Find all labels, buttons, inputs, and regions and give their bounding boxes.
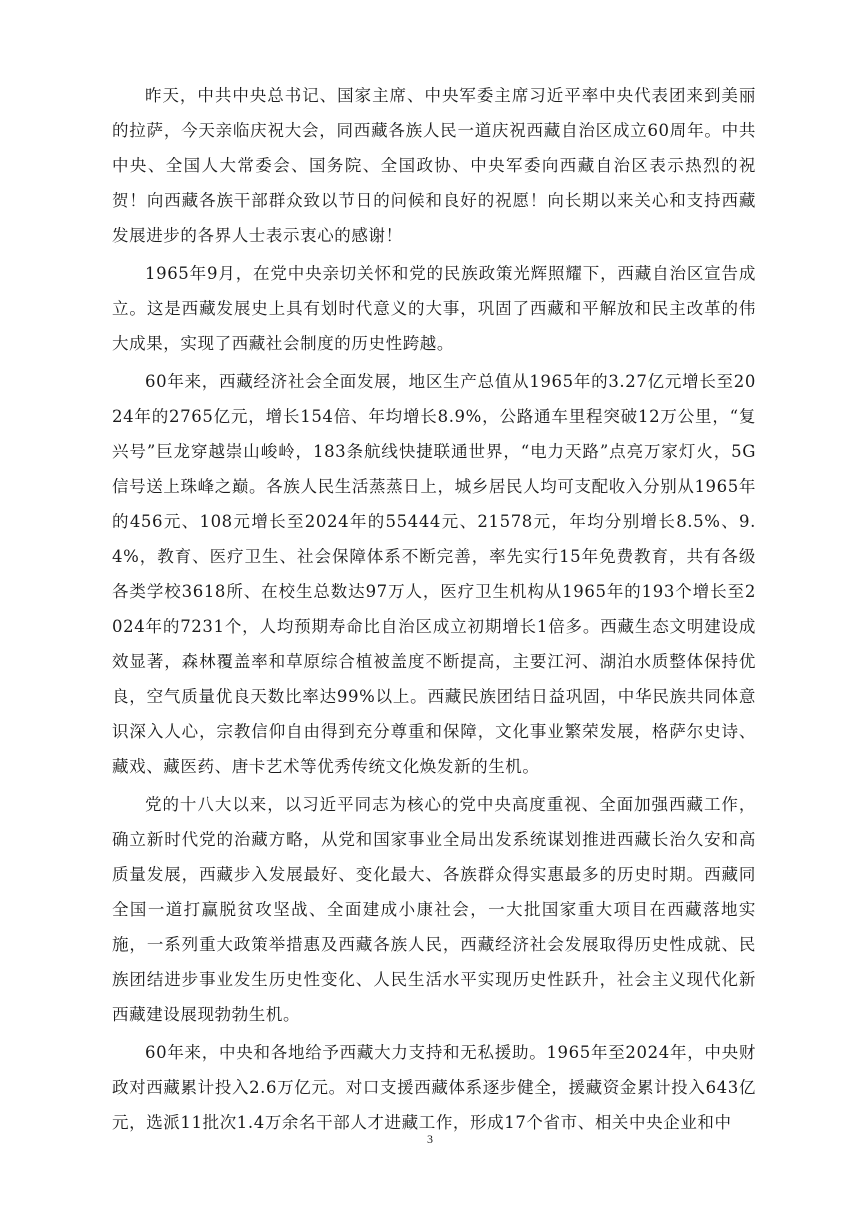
document-body <box>112 78 756 1143</box>
paragraph-3: 60年来，西藏经济社会全面发展，地区生产总值从1965年的3.27亿元增长至2024年的2765亿元，增长154倍、年均增长8.9%，公路通车里程突破12万公里，“复兴号”巨龙穿越崇山峻岭，183条航线快捷联通世界，“电力天路”点亮万家灯火，5G信号送上珠峰之巅。各族人民生活蒸蒸日上，城乡居民人均可支配收入分别从1965年的456元、108元增长至2024年的55444元、21578元，年均分别增长8.5%、9.4%，教育、医疗卫生、社会保障体系不断完善，率先实行15年免费教育，共有各级各类学校3618所、在校生总数达97万人，医疗卫生机构从1965年的193个增长至2024年的7231个，人均预期寿命比自治区成立初期增长1倍多。西藏生态文明建设成效显著，森林覆盖率和草原综合植被盖度不断提高，主要江河、湖泊水质整体保持优良，空气质量优良天数比率达99%以上。西藏民族团结日益巩固，中华民族共同体意识深入人心，宗教信仰自由得到充分尊重和保障，文化事业繁荣发展，格萨尔史诗、藏戏、藏医药、唐卡艺术等优秀传统文化焕发新的生机。 <box>112 372 756 776</box>
paragraph-5: 60年来，中央和各地给予西藏大力支持和无私援助。1965年至2024年，中央财政对西藏累计投入2.6万亿元。对口支援西藏体系逐步健全，援藏资金累计投入643亿元，选派11批次1.4万余名干部人才进藏工作，形成17个省市、相关中央企业和中 <box>112 1043 756 1132</box>
paragraph-1: 昨天，中共中央总书记、国家主席、中央军委主席习近平率中央代表团来到美丽的拉萨，今天亲临庆祝大会，同西藏各族人民一道庆祝西藏自治区成立60周年。中共中央、全国人大常委会、国务院、全国政协、中央军委向西藏自治区表示热烈的祝贺！向西藏各族干部群众致以节日的问候和良好的祝愿！向长期以来关心和支持西藏发展进步的各界人士表示衷心的感谢！ <box>112 86 756 245</box>
paragraph-4: 党的十八大以来，以习近平同志为核心的党中央高度重视、全面加强西藏工作，确立新时代党的治藏方略，从党和国家事业全局出发系统谋划推进西藏长治久安和高质量发展，西藏步入发展最好、变化最大、各族群众得实惠最多的历史时期。西藏同全国一道打赢脱贫攻坚战、全面建成小康社会，一大批国家重大项目在西藏落地实施，一系列重大政策举措惠及西藏各族人民，西藏经济社会发展取得历史性成就、民族团结进步事业发生历史性变化、人民生活水平实现历史性跃升，社会主义现代化新西藏建设展现勃勃生机。 <box>112 795 756 1024</box>
page-number: 3 <box>427 1132 433 1146</box>
paragraph-2: 1965年9月，在党中央亲切关怀和党的民族政策光辉照耀下，西藏自治区宣告成立。这是西藏发展史上具有划时代意义的大事，巩固了西藏和平解放和民主改革的伟大成果，实现了西藏社会制度的历史性跨越。 <box>112 264 756 353</box>
